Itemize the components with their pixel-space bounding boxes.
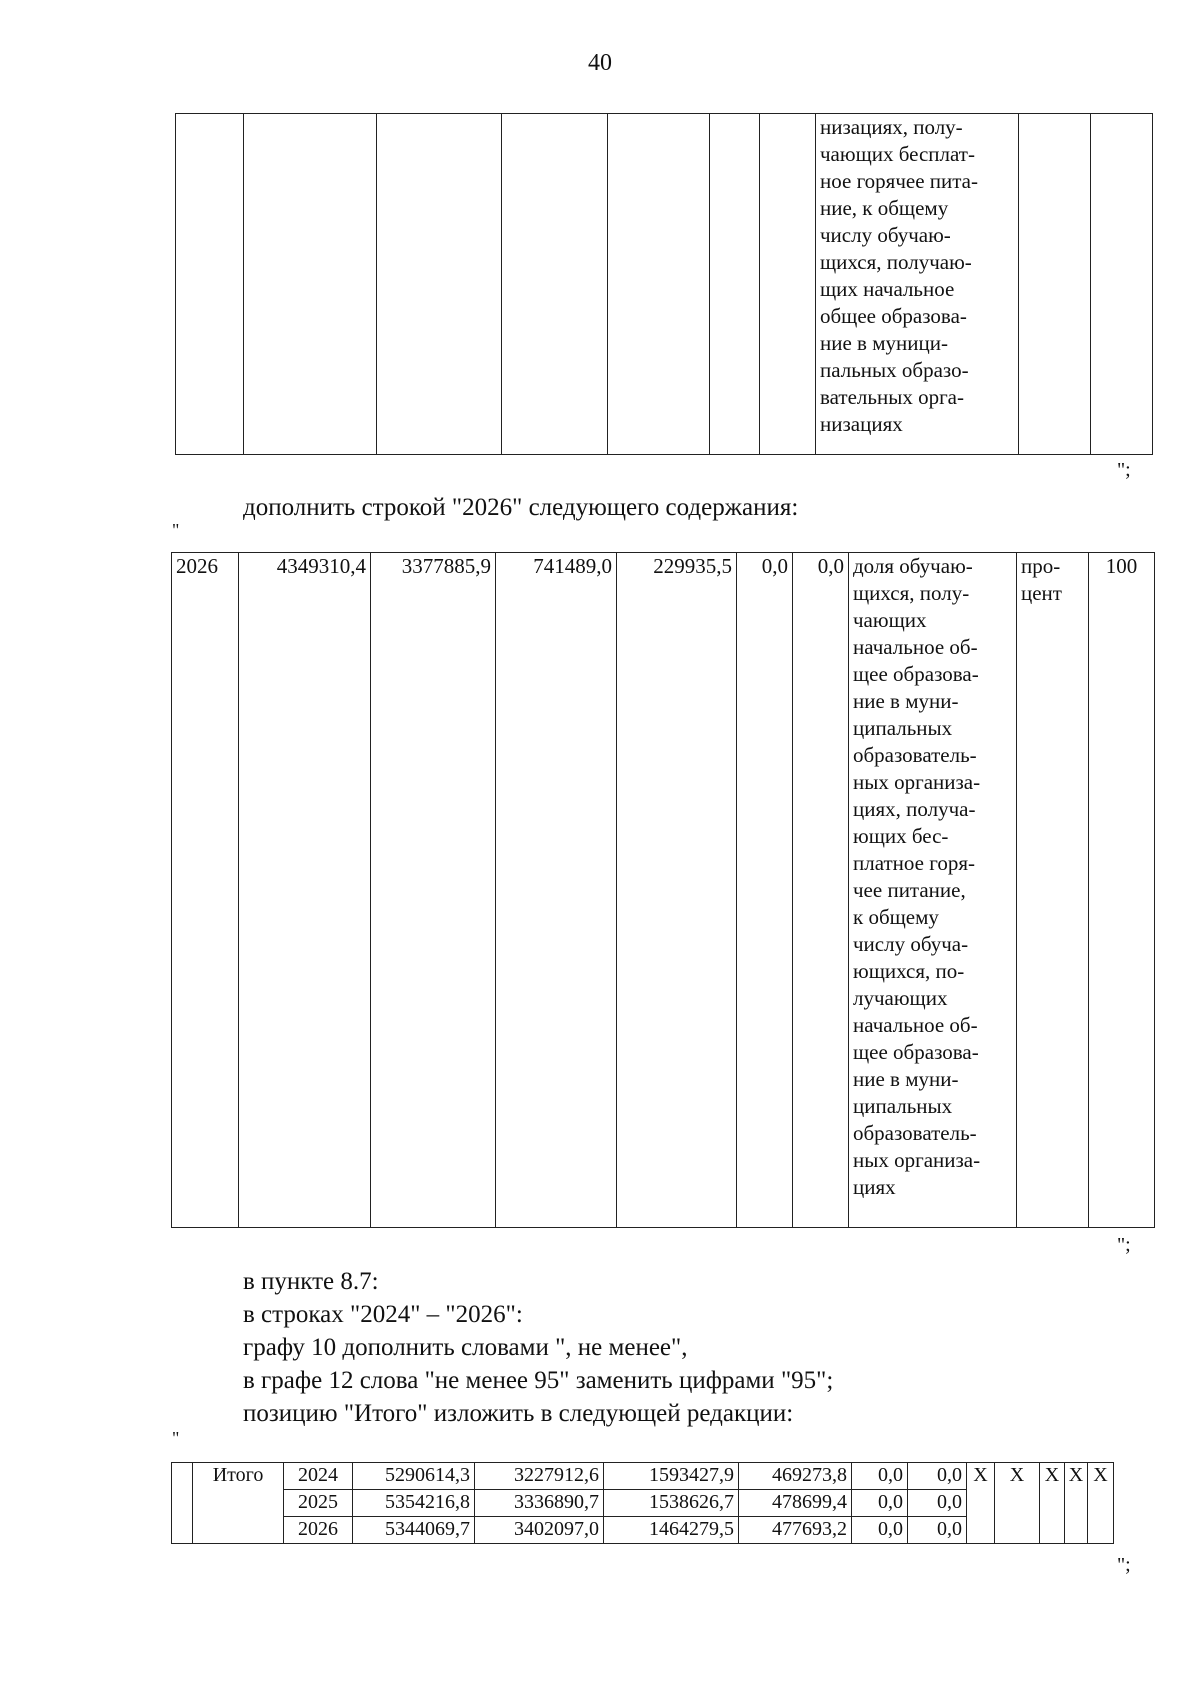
table-row	[172, 553, 1155, 1228]
continued-table	[175, 113, 1153, 455]
table-cell	[1091, 114, 1153, 455]
value-cell: 0,0	[793, 553, 849, 1228]
indicator-text-cell: доля обучаю- щихся, полу- чающих начальное об- щее образова- ние в муни- ципальных образователь- ных организа- циях, получа- ющих бес- платное горя- чее питание, к общему числу обуча- ющихся, по- лучающих начальное об- щее образова- ние в муни- ципальных образователь- ных организа- циях	[849, 553, 1017, 1228]
x-mark-cell: X	[967, 1463, 995, 1544]
x-mark-cell: X	[995, 1463, 1040, 1544]
total-table	[171, 1462, 1114, 1544]
value-cell: 469273,8	[739, 1463, 852, 1490]
value-cell: 0,0	[852, 1490, 908, 1517]
table-cell	[1019, 114, 1091, 455]
opening-quote: "	[172, 520, 180, 540]
value-cell: 741489,0	[496, 553, 617, 1228]
value-cell: 5344069,7	[353, 1517, 475, 1544]
year-cell: 2026	[284, 1517, 353, 1544]
year-cell: 2026	[172, 553, 239, 1228]
table-cell	[176, 114, 244, 455]
unit-cell: про- цент	[1017, 553, 1089, 1228]
table-cell	[172, 1463, 193, 1544]
value-cell: 229935,5	[617, 553, 737, 1228]
value-cell: 5354216,8	[353, 1490, 475, 1517]
value-cell: 5290614,3	[353, 1463, 475, 1490]
value-cell: 0,0	[908, 1463, 967, 1490]
x-mark-cell: X	[1088, 1463, 1114, 1544]
amendment-paragraph: в графе 12 слова "не менее 95" заменить цифрами "95";	[243, 1367, 834, 1394]
amendment-paragraph: позицию "Итого" изложить в следующей редакции:	[243, 1400, 794, 1427]
x-mark-cell: X	[1065, 1463, 1088, 1544]
value-cell: 1593427,9	[604, 1463, 739, 1490]
table-row	[172, 1463, 1114, 1490]
table-cell	[710, 114, 760, 455]
total-label-cell: Итого	[193, 1463, 284, 1544]
table-cell	[377, 114, 502, 455]
value-cell: 1538626,7	[604, 1490, 739, 1517]
table-cell	[502, 114, 608, 455]
value-cell: 4349310,4	[239, 553, 371, 1228]
table-cell	[608, 114, 710, 455]
amendment-paragraph: дополнить строкой "2026" следующего содержания:	[243, 494, 799, 521]
value-cell: 0,0	[737, 553, 793, 1228]
value-cell: 0,0	[908, 1517, 967, 1544]
value-cell: 0,0	[852, 1517, 908, 1544]
value-cell: 0,0	[908, 1490, 967, 1517]
closing-quote: ";	[1117, 459, 1131, 481]
closing-quote: ";	[1117, 1234, 1131, 1256]
table-cell	[244, 114, 377, 455]
x-mark-cell: X	[1040, 1463, 1065, 1544]
value-cell: 3377885,9	[371, 553, 496, 1228]
row-2026-table	[171, 552, 1155, 1228]
target-cell: 100	[1089, 553, 1155, 1228]
year-cell: 2025	[284, 1490, 353, 1517]
amendment-paragraph: в строках "2024" – "2026":	[243, 1301, 523, 1328]
value-cell: 477693,2	[739, 1517, 852, 1544]
value-cell: 3336890,7	[475, 1490, 604, 1517]
opening-quote: "	[172, 1428, 180, 1448]
closing-quote: ";	[1117, 1554, 1131, 1576]
indicator-text-cell: низациях, полу- чающих бесплат- ное горячее пита- ние, к общему числу обучаю- щихся, получаю- щих начальное общее образова- ние в муници- пальных образо- вательных орга- низациях	[816, 114, 1019, 455]
value-cell: 1464279,5	[604, 1517, 739, 1544]
amendment-paragraph: графу 10 дополнить словами ", не менее",	[243, 1334, 688, 1361]
value-cell: 3227912,6	[475, 1463, 604, 1490]
value-cell: 478699,4	[739, 1490, 852, 1517]
year-cell: 2024	[284, 1463, 353, 1490]
table-cell	[760, 114, 816, 455]
value-cell: 0,0	[852, 1463, 908, 1490]
page-number: 40	[588, 50, 612, 76]
value-cell: 3402097,0	[475, 1517, 604, 1544]
table-row	[176, 114, 1153, 455]
amendment-paragraph: в пункте 8.7:	[243, 1268, 379, 1295]
